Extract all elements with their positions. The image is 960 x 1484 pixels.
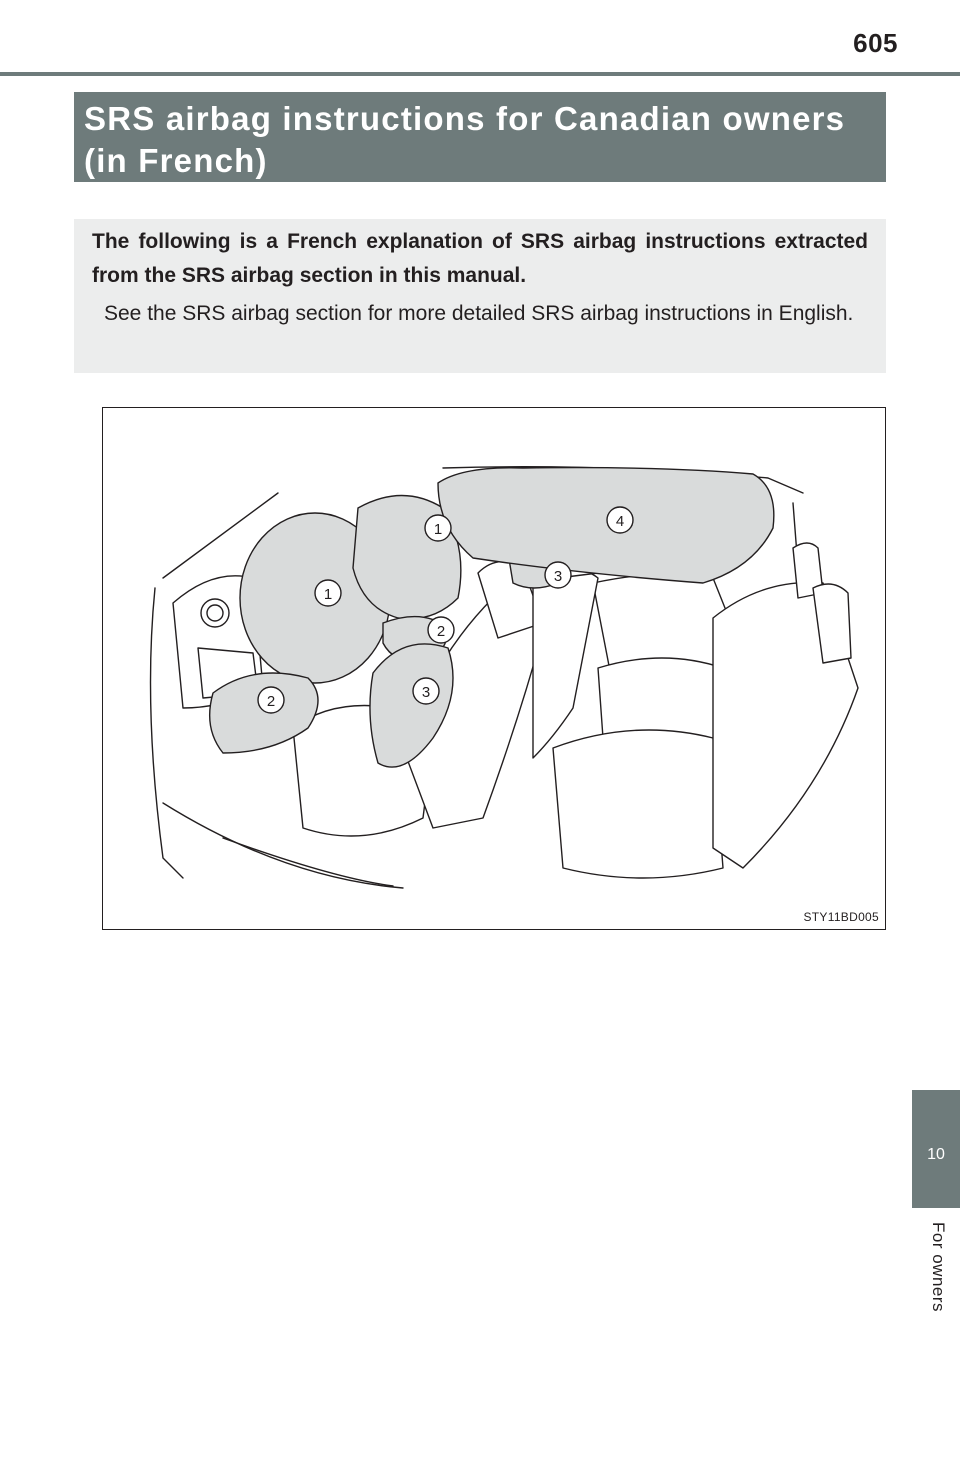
intro-note: See the SRS airbag section for more detailed SRS airbag instructions in English.: [104, 302, 854, 325]
callout-1b: [315, 580, 341, 606]
svg-text:1: 1: [323, 586, 333, 603]
svg-text:1: 1: [433, 521, 443, 538]
sill-line: [223, 838, 393, 886]
passenger-seatback: [533, 570, 598, 758]
svg-text:3: 3: [553, 568, 563, 585]
callout-3a: [545, 562, 571, 588]
svg-text:4: 4: [615, 513, 625, 530]
chapter-label: For owners: [929, 1222, 948, 1313]
svg-text:2: 2: [266, 693, 276, 710]
callout-2a: [428, 617, 454, 643]
section-title-bar: [74, 92, 886, 182]
callout-3b: [413, 678, 439, 704]
callout-1a: [425, 515, 451, 541]
page-number: 605: [853, 28, 898, 58]
svg-text:3: 3: [421, 684, 431, 701]
intro-lead: The following is a French explanation of SRS airbag instructions extracted from the SRS airbag section in this manual.: [92, 230, 868, 287]
cabin-drawing: [103, 408, 885, 929]
chapter-number: 10: [927, 1146, 945, 1163]
callout-4: [607, 507, 633, 533]
callout-2b: [258, 687, 284, 713]
chapter-tab: [912, 1090, 960, 1208]
figure-code: STY11BD005: [803, 910, 879, 924]
header-rule: [0, 72, 960, 76]
airbag-illustration: [102, 407, 886, 930]
section-title: SRS airbag instructions for Canadian owners (in French): [84, 100, 846, 179]
svg-text:2: 2: [436, 623, 446, 640]
intro-box: [74, 219, 886, 373]
rear-seat-base: [553, 730, 723, 878]
